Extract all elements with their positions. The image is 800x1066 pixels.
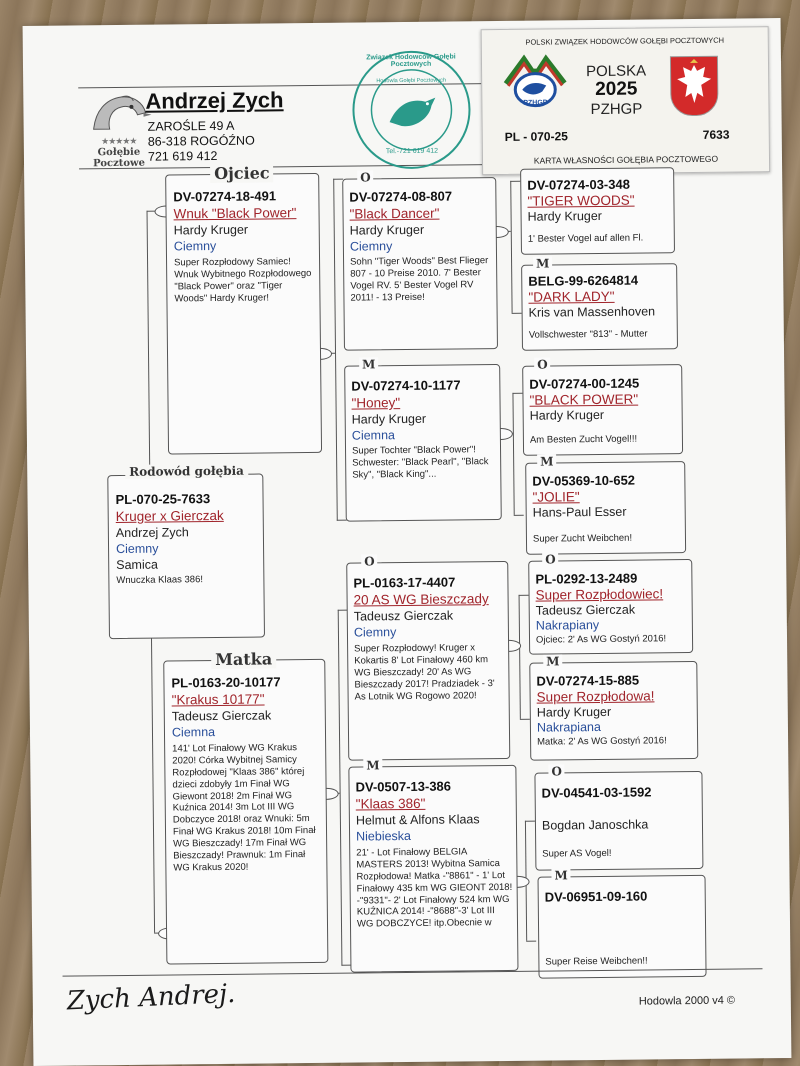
father-content <box>173 188 314 305</box>
fmf-note: Am Besten Zucht Vogel!!! <box>529 433 638 446</box>
connector <box>519 595 529 596</box>
fmm-name: "JOLIE" <box>532 489 580 505</box>
connector <box>147 211 151 477</box>
connector <box>526 941 536 942</box>
software-footer: Hodowla 2000 v4 © <box>638 994 736 1008</box>
card-logo-text: PZHGP <box>523 99 548 107</box>
owner-name: Andrzej Zych <box>145 87 284 114</box>
stamp-ring-text: Związek Hodowców Gołębi Pocztowych <box>366 53 456 69</box>
card-org: PZHGP <box>590 100 643 119</box>
sex-marker: O <box>361 554 378 568</box>
fff-box <box>520 167 675 255</box>
fff-name: "TIGER WOODS" <box>527 192 635 209</box>
mf-name: 20 AS WG Bieszczady <box>353 591 489 608</box>
mfm-name: Super Rozpłodowa! <box>536 688 655 705</box>
stamp-phone: Tel.-721 619 412 <box>385 147 439 156</box>
sex-marker: M <box>537 454 556 468</box>
sex-marker: O <box>357 170 374 184</box>
breeder-stamp <box>349 47 474 172</box>
mother-ring: PL-0163-20-10177 <box>171 674 281 691</box>
fm-color: Ciemna <box>351 428 396 443</box>
fmm-content <box>532 472 681 545</box>
connector <box>338 610 343 966</box>
mmm-ring: DV-06951-09-160 <box>544 888 648 905</box>
mff-note: Ojciec: 2' As WG Gostyń 2016! <box>535 633 667 646</box>
fm-name: "Honey" <box>351 395 401 411</box>
mother-color: Ciemna <box>171 725 216 740</box>
subject-name: Kruger x Gierczak <box>115 507 224 525</box>
sex-marker: O <box>542 552 559 566</box>
mmm-box <box>538 875 707 979</box>
fff-ring: DV-07274-03-348 <box>527 176 630 193</box>
logo-stars: ★★★★★ <box>101 135 137 147</box>
mother-heading: Matka <box>211 649 276 669</box>
owner-phone: 721 619 412 <box>147 148 218 164</box>
fm-breeder: Hardy Kruger <box>351 411 427 427</box>
connector <box>333 179 338 521</box>
mf-color: Ciemny <box>353 625 397 640</box>
sex-marker: O <box>548 764 565 778</box>
fm-note: Super Tochter "Black Power"! Schwester: "Black Pearl", "Black Sky", "Black King"... <box>351 444 489 481</box>
sex-marker: M <box>543 654 562 668</box>
subject-ring: PL-070-25-7633 <box>115 491 211 508</box>
fmm-breeder: Hans-Paul Esser <box>532 504 627 520</box>
mff-box <box>528 559 693 655</box>
mfm-breeder: Hardy Kruger <box>536 704 612 720</box>
owner-address-2: 86-318 ROGÓŹNO <box>147 133 255 149</box>
mfm-note: Matka: 2' As WG Gostyń 2016! <box>537 735 667 748</box>
mff-name: Super Rozpłodowiec! <box>535 586 664 603</box>
mm-name: "Klaas 386" <box>355 795 426 812</box>
ff-note: Sohn "Tiger Woods" Best Flieger 807 - 10 Preise 2010. 7' Bester Vogel RV. 5' Bester Vogel RV 2011! - 13 Preise! <box>350 255 489 304</box>
ownership-card <box>481 26 771 175</box>
mf-note: Super Rozpłodowy! Kruger x Kokartis 8' Lot Finałowy 460 km WG Bieszczady! 20' As WG Bieszczady 2017! Pradziadek - 3' As Lotnik WG Rogowo 2020! <box>354 642 495 703</box>
ffm-name: "DARK LADY" <box>528 288 615 305</box>
mother-note: 141' Lot Finałowy WG Krakus 2020! Córka Wybitnej Samicy Rozpłodowej "Klaas 386" której dzieci zdobyły 1m Finał WG Giewont 2018! 2m Finał WG Kuźnica 2014! 3m Lot III WG Dobczyce 2018! oraz Wnuki: 5m Finał WG Krakus 2018! 10m Finał WG Bieszczady! 17m Finał WG Bieszczady! Prawnuk: 1m Finał WG Krakus 2020! <box>172 742 316 874</box>
fmm-ring: DV-05369-10-652 <box>532 472 636 489</box>
pigeon-head-logo <box>85 91 152 168</box>
logo-caption-1: Gołębie <box>97 146 141 159</box>
mmm-content <box>545 888 702 969</box>
logo-caption-2: Pocztowe <box>92 157 146 170</box>
fm-content <box>351 377 496 481</box>
mm-breeder: Helmut & Alfons Klaas <box>355 812 480 828</box>
mm-note: 21' - Lot Finałowy BELGIA MASTERS 2013! Wybitna Samica Rozpłodowa! Matka -"8861" - 1' Lot Finałowy 435 km WG GIEONT 2018! -"9331"- 2' Lot Finałowy 524 km WG KUŹNICA 2014! -"8688"-3' Lot III WG DOBCZYCE! itp.Obecnie w <box>356 846 513 930</box>
mmf-box <box>534 771 703 871</box>
card-country: POLSKA <box>585 62 647 81</box>
ff-content <box>349 188 492 304</box>
mff-ring: PL-0292-13-2489 <box>535 570 638 587</box>
father-note: Super Rozpłodowy Samiec! Wnuk Wybitnego Rozpłodowego "Black Power" oraz "Tiger Woods" Hardy Kruger! <box>174 256 312 305</box>
fmm-note: Super Zucht Weibchen! <box>532 532 633 545</box>
father-box <box>165 173 322 455</box>
card-top-text: POLSKI ZWIĄZEK HODOWCÓW GOŁĘBI POCZTOWYCH <box>525 35 725 47</box>
mother-content <box>171 674 323 874</box>
mm-ring: DV-0507-13-386 <box>355 778 452 795</box>
mm-color: Niebieska <box>356 828 412 844</box>
pedigree-sheet <box>23 18 792 1066</box>
mmm-note: Super Reise Weibchen!! <box>545 955 648 968</box>
mfm-color: Nakrapiana <box>536 719 601 735</box>
connector <box>512 393 522 394</box>
fm-box <box>344 364 502 522</box>
mf-ring: PL-0163-17-4407 <box>353 574 456 591</box>
mfm-box <box>529 661 698 761</box>
fmf-name: "BLACK POWER" <box>529 391 639 408</box>
subject-color: Ciemny <box>115 541 159 557</box>
ff-color: Ciemny <box>349 239 393 254</box>
pedigree-heading: Rodowód gołębia <box>125 464 248 479</box>
connector <box>510 181 520 182</box>
father-name: Wnuk "Black Power" <box>173 205 297 222</box>
fmm-box <box>525 461 686 555</box>
connector <box>519 595 522 719</box>
connector <box>510 181 513 313</box>
father-breeder: Hardy Kruger <box>173 222 249 238</box>
mfm-ring: DV-07274-15-885 <box>536 672 640 689</box>
father-heading: Ojciec <box>210 163 274 183</box>
ffm-box <box>521 263 678 351</box>
fff-breeder: Hardy Kruger <box>527 208 603 224</box>
mf-content <box>353 574 504 703</box>
fmf-ring: DV-07274-00-1245 <box>529 375 640 392</box>
ff-name: "Black Dancer" <box>349 205 440 222</box>
mmf-ring: DV-04541-03-1592 <box>541 784 652 801</box>
mm-box <box>348 765 518 973</box>
polish-eagle-emblem <box>670 56 719 116</box>
card-number: 7633 <box>702 127 730 142</box>
connector <box>525 821 535 822</box>
mff-color: Nakrapiany <box>535 617 600 633</box>
ffm-ring: BELG-99-6264814 <box>528 272 639 289</box>
ff-breeder: Hardy Kruger <box>349 222 425 238</box>
connector <box>151 637 155 933</box>
subject-content <box>115 491 258 587</box>
mff-breeder: Tadeusz Gierczak <box>535 602 636 618</box>
fmf-box <box>522 364 683 456</box>
subject-note: Wnuczka Klaas 386! <box>116 574 204 587</box>
ff-ring: DV-07274-08-807 <box>349 188 453 205</box>
stamp-inner-text: Hodowla Gołębi Pocztowych <box>376 77 447 85</box>
mother-breeder: Tadeusz Gierczak <box>171 708 272 724</box>
father-ring: DV-07274-18-491 <box>173 188 277 205</box>
handwritten-signature: Zych Andrej. <box>66 978 236 1017</box>
connector <box>512 393 515 515</box>
sex-marker: M <box>551 868 570 882</box>
connector <box>337 520 347 521</box>
sex-marker: M <box>533 256 552 270</box>
mm-content <box>355 778 513 931</box>
subject-box <box>107 474 265 640</box>
mmf-breeder: Bogdan Janoschka <box>541 817 649 833</box>
fm-ring: DV-07274-10-1177 <box>351 377 461 394</box>
fmf-content <box>529 375 678 446</box>
mmf-content <box>542 784 699 861</box>
card-ring: PL - 070-25 <box>504 129 568 144</box>
mother-name: "Krakus 10177" <box>171 691 265 708</box>
ffm-breeder: Kris van Massenhoven <box>528 304 656 320</box>
owner-address-1: ZAROŚLE 49 A <box>147 118 235 134</box>
ffm-content <box>528 272 673 341</box>
fff-note: 1' Bester Vogel auf allen Fl. <box>527 232 644 245</box>
mf-box <box>346 561 510 761</box>
subject-sex: Samica <box>116 557 158 573</box>
mff-content <box>535 570 688 646</box>
card-year: 2025 <box>595 78 638 101</box>
ff-box <box>342 177 498 351</box>
sex-marker: M <box>363 758 382 772</box>
fmf-breeder: Hardy Kruger <box>529 407 605 423</box>
sex-marker: O <box>534 357 551 371</box>
father-color: Ciemny <box>173 238 217 254</box>
connector <box>514 515 524 516</box>
fff-content <box>527 176 670 245</box>
mother-box <box>163 659 328 965</box>
card-bottom-text: KARTA WŁASNOŚCI GOŁĘBIA POCZTOWEGO <box>533 153 719 166</box>
connector <box>520 719 530 720</box>
mmf-note: Super AS Vogel! <box>542 847 612 860</box>
white-eagle-icon <box>671 57 718 113</box>
subject-breeder: Andrzej Zych <box>115 525 189 541</box>
pigeon-head-icon <box>85 91 151 132</box>
ffm-note: Vollschwester "813" - Mutter <box>528 328 648 341</box>
mf-breeder: Tadeusz Gierczak <box>353 608 454 624</box>
connector <box>512 313 522 314</box>
sex-marker: M <box>359 357 378 371</box>
mfm-content <box>536 672 693 749</box>
